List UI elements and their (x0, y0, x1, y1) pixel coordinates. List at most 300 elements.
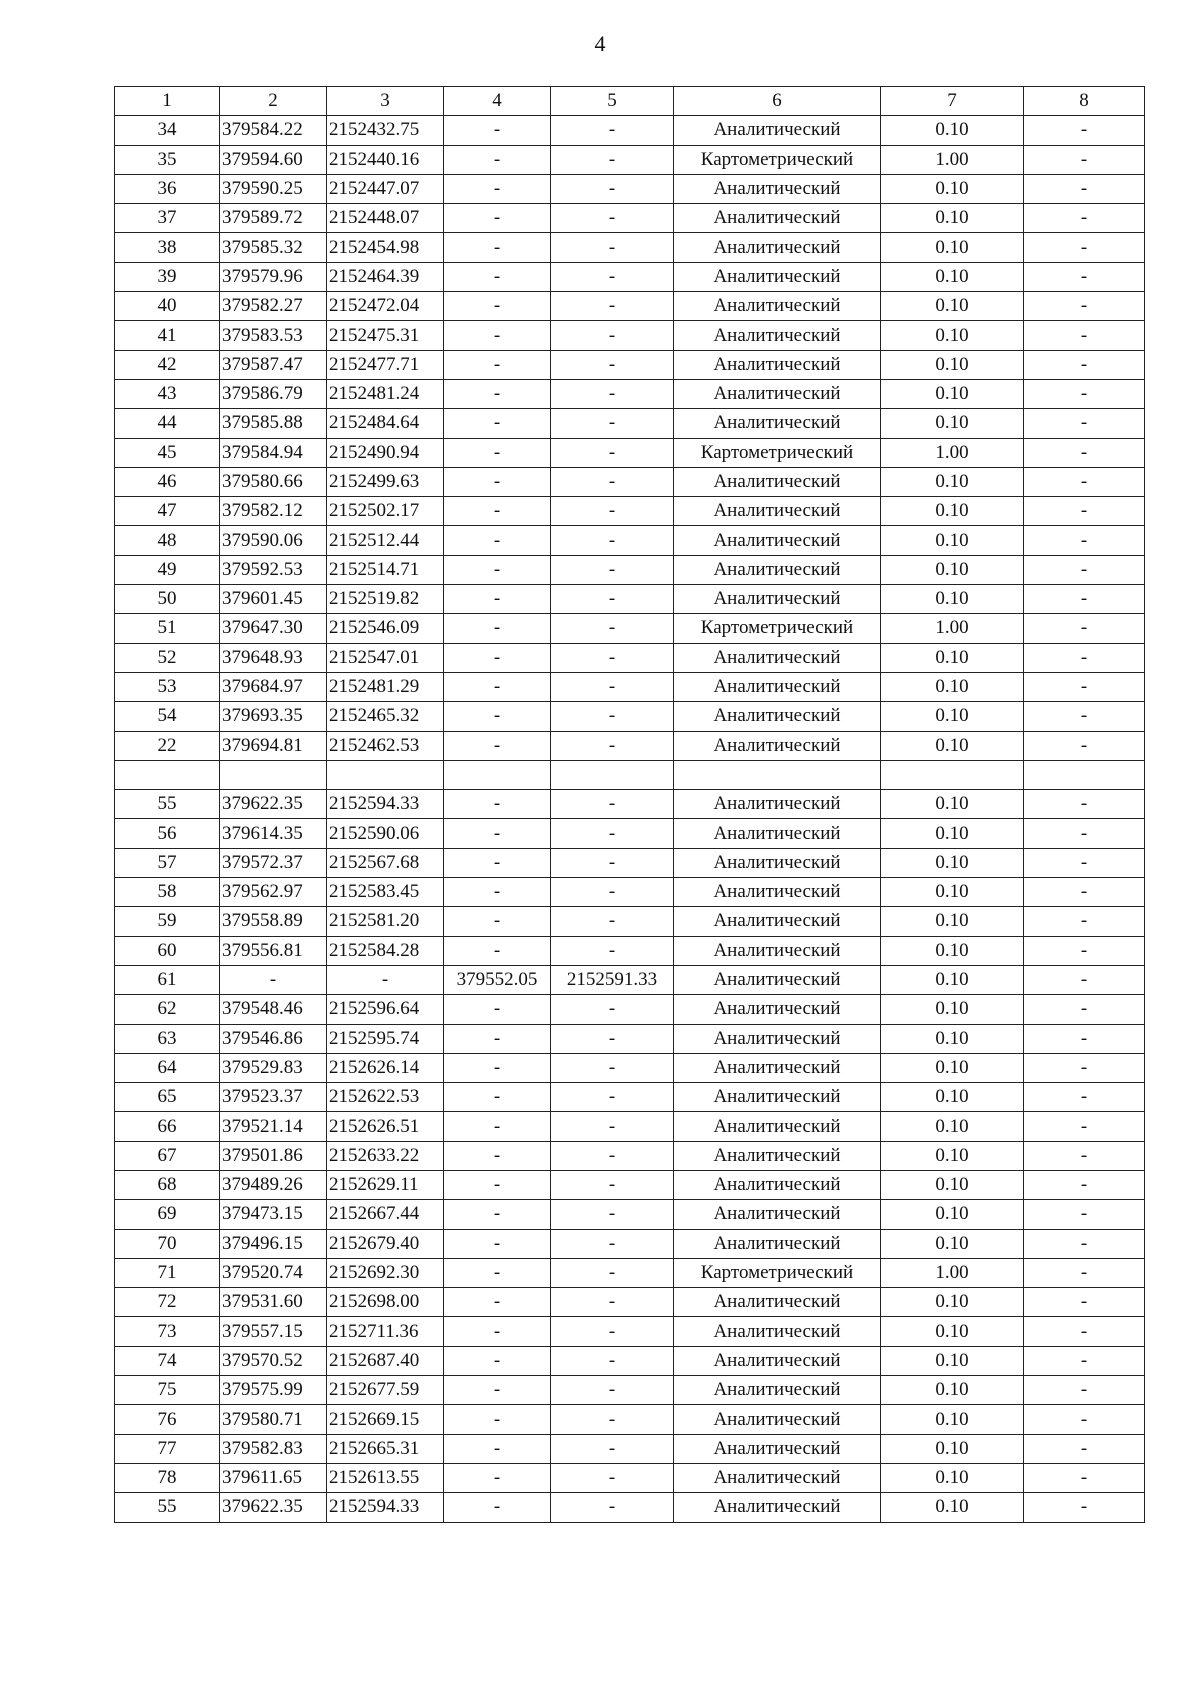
cell-y-coordinate: 2152547.01 (327, 643, 444, 672)
cell-y-coordinate: 2152484.64 (327, 409, 444, 438)
cell-x-old: - (444, 731, 551, 760)
cell-method: Аналитический (674, 1317, 881, 1346)
table-row (115, 878, 1145, 907)
cell-method: Аналитический (674, 672, 881, 701)
cell-y-coordinate: 2152477.71 (327, 350, 444, 379)
cell-x-coordinate: 379575.99 (220, 1376, 327, 1405)
cell-method (674, 760, 881, 789)
table-row (115, 555, 1145, 584)
cell-y-old: - (551, 350, 674, 379)
cell-x-coordinate: 379496.15 (220, 1229, 327, 1258)
cell-y-coordinate: 2152711.36 (327, 1317, 444, 1346)
cell-y-old: - (551, 819, 674, 848)
cell-x-old: - (444, 1463, 551, 1492)
cell-accuracy: 0.10 (881, 1493, 1024, 1522)
cell-x-old: - (444, 907, 551, 936)
cell-y-old: - (551, 1493, 674, 1522)
cell-accuracy: 1.00 (881, 438, 1024, 467)
cell-point-number: 50 (115, 585, 220, 614)
cell-y-old: 2152591.33 (551, 965, 674, 994)
cell-x-coordinate: 379548.46 (220, 995, 327, 1024)
cell-point-number: 64 (115, 1053, 220, 1082)
cell-description: - (1024, 526, 1145, 555)
cell-description: - (1024, 1200, 1145, 1229)
cell-method: Аналитический (674, 467, 881, 496)
cell-description: - (1024, 819, 1145, 848)
cell-y-old: - (551, 145, 674, 174)
cell-point-number: 65 (115, 1083, 220, 1112)
cell-y-coordinate: 2152546.09 (327, 614, 444, 643)
table-row (115, 145, 1145, 174)
cell-x-coordinate: 379622.35 (220, 790, 327, 819)
cell-accuracy: 0.10 (881, 1463, 1024, 1492)
table-row (115, 907, 1145, 936)
cell-y-old: - (551, 878, 674, 907)
cell-y-coordinate: 2152590.06 (327, 819, 444, 848)
cell-method: Аналитический (674, 1434, 881, 1463)
cell-method: Аналитический (674, 409, 881, 438)
cell-x-coordinate: 379584.22 (220, 116, 327, 145)
cell-y-old: - (551, 936, 674, 965)
cell-x-coordinate: 379693.35 (220, 702, 327, 731)
cell-y-old: - (551, 233, 674, 262)
cell-y-old: - (551, 731, 674, 760)
cell-x-old: - (444, 555, 551, 584)
cell-x-old: - (444, 1200, 551, 1229)
cell-y-coordinate: 2152622.53 (327, 1083, 444, 1112)
cell-method: Аналитический (674, 907, 881, 936)
cell-description: - (1024, 1053, 1145, 1082)
cell-y-old: - (551, 1317, 674, 1346)
cell-method: Аналитический (674, 790, 881, 819)
cell-method: Аналитический (674, 1170, 881, 1199)
cell-x-coordinate: 379558.89 (220, 907, 327, 936)
cell-point-number: 69 (115, 1200, 220, 1229)
cell-x-old: - (444, 204, 551, 233)
cell-x-old: - (444, 145, 551, 174)
table-row (115, 321, 1145, 350)
cell-point-number: 47 (115, 497, 220, 526)
column-header-2: 2 (220, 87, 327, 116)
cell-point-number: 52 (115, 643, 220, 672)
cell-x-old: - (444, 848, 551, 877)
cell-accuracy: 0.10 (881, 1434, 1024, 1463)
cell-x-coordinate: 379579.96 (220, 262, 327, 291)
cell-description: - (1024, 555, 1145, 584)
cell-y-coordinate: 2152481.24 (327, 379, 444, 408)
table-row (115, 614, 1145, 643)
cell-point-number: 63 (115, 1024, 220, 1053)
cell-method: Аналитический (674, 702, 881, 731)
table-row (115, 497, 1145, 526)
cell-x-coordinate: 379580.66 (220, 467, 327, 496)
cell-point-number: 76 (115, 1405, 220, 1434)
cell-method: Аналитический (674, 526, 881, 555)
cell-x-old: - (444, 614, 551, 643)
cell-method: Аналитический (674, 1288, 881, 1317)
cell-y-old: - (551, 1229, 674, 1258)
cell-description: - (1024, 1346, 1145, 1375)
cell-y-coordinate: 2152692.30 (327, 1258, 444, 1287)
cell-point-number: 70 (115, 1229, 220, 1258)
cell-accuracy: 0.10 (881, 1083, 1024, 1112)
cell-description: - (1024, 321, 1145, 350)
cell-point-number: 66 (115, 1112, 220, 1141)
cell-y-coordinate: 2152448.07 (327, 204, 444, 233)
cell-method: Аналитический (674, 1229, 881, 1258)
cell-x-coordinate: 379611.65 (220, 1463, 327, 1492)
cell-x-coordinate: 379594.60 (220, 145, 327, 174)
cell-accuracy: 0.10 (881, 965, 1024, 994)
cell-x-coordinate: 379489.26 (220, 1170, 327, 1199)
cell-x-old: - (444, 262, 551, 291)
cell-x-coordinate: 379557.15 (220, 1317, 327, 1346)
table-row (115, 1229, 1145, 1258)
cell-y-old: - (551, 1053, 674, 1082)
cell-y-coordinate: 2152626.51 (327, 1112, 444, 1141)
cell-y-coordinate: 2152464.39 (327, 262, 444, 291)
cell-x-coordinate: 379622.35 (220, 1493, 327, 1522)
cell-description: - (1024, 409, 1145, 438)
cell-y-coordinate: 2152594.33 (327, 790, 444, 819)
cell-y-coordinate: 2152465.32 (327, 702, 444, 731)
cell-accuracy: 0.10 (881, 1141, 1024, 1170)
cell-x-coordinate: 379647.30 (220, 614, 327, 643)
cell-x-old: - (444, 174, 551, 203)
column-header-5: 5 (551, 87, 674, 116)
cell-accuracy: 0.10 (881, 1024, 1024, 1053)
cell-point-number: 43 (115, 379, 220, 408)
cell-x-coordinate: 379589.72 (220, 204, 327, 233)
cell-description: - (1024, 1258, 1145, 1287)
cell-accuracy: 0.10 (881, 204, 1024, 233)
cell-point-number: 44 (115, 409, 220, 438)
cell-y-coordinate: 2152687.40 (327, 1346, 444, 1375)
cell-x-coordinate: 379473.15 (220, 1200, 327, 1229)
cell-x-coordinate: 379572.37 (220, 848, 327, 877)
cell-point-number: 51 (115, 614, 220, 643)
table-row (115, 409, 1145, 438)
cell-point-number (115, 760, 220, 789)
cell-x-old: - (444, 1083, 551, 1112)
cell-y-old: - (551, 1112, 674, 1141)
cell-point-number: 78 (115, 1463, 220, 1492)
column-header-3: 3 (327, 87, 444, 116)
cell-description: - (1024, 585, 1145, 614)
cell-accuracy: 0.10 (881, 819, 1024, 848)
cell-accuracy: 0.10 (881, 995, 1024, 1024)
cell-accuracy: 1.00 (881, 1258, 1024, 1287)
cell-description: - (1024, 350, 1145, 379)
cell-method: Картометрический (674, 438, 881, 467)
cell-y-old: - (551, 555, 674, 584)
cell-y-old: - (551, 1463, 674, 1492)
cell-point-number: 36 (115, 174, 220, 203)
cell-description: - (1024, 1229, 1145, 1258)
cell-accuracy: 0.10 (881, 1317, 1024, 1346)
cell-x-old: - (444, 467, 551, 496)
cell-point-number: 56 (115, 819, 220, 848)
table-row (115, 1288, 1145, 1317)
cell-description: - (1024, 1024, 1145, 1053)
cell-method: Аналитический (674, 116, 881, 145)
cell-x-coordinate: 379523.37 (220, 1083, 327, 1112)
cell-accuracy (881, 760, 1024, 789)
cell-accuracy: 0.10 (881, 790, 1024, 819)
cell-y-old: - (551, 292, 674, 321)
cell-description: - (1024, 497, 1145, 526)
cell-method: Аналитический (674, 1346, 881, 1375)
cell-method: Аналитический (674, 1200, 881, 1229)
cell-x-old: - (444, 497, 551, 526)
cell-y-coordinate (327, 760, 444, 789)
cell-accuracy: 1.00 (881, 614, 1024, 643)
cell-x-old: - (444, 936, 551, 965)
cell-y-coordinate: 2152567.68 (327, 848, 444, 877)
cell-accuracy: 0.10 (881, 848, 1024, 877)
cell-y-coordinate: 2152669.15 (327, 1405, 444, 1434)
cell-x-coordinate: 379614.35 (220, 819, 327, 848)
table-row (115, 1053, 1145, 1082)
cell-description: - (1024, 292, 1145, 321)
cell-point-number: 71 (115, 1258, 220, 1287)
cell-accuracy: 1.00 (881, 145, 1024, 174)
cell-accuracy: 0.10 (881, 379, 1024, 408)
cell-y-old: - (551, 438, 674, 467)
cell-point-number: 60 (115, 936, 220, 965)
table-row (115, 438, 1145, 467)
cell-description: - (1024, 1493, 1145, 1522)
table-row (115, 204, 1145, 233)
cell-point-number: 49 (115, 555, 220, 584)
cell-x-old: - (444, 116, 551, 145)
cell-x-old: - (444, 379, 551, 408)
cell-description: - (1024, 233, 1145, 262)
table-row (115, 467, 1145, 496)
cell-point-number: 55 (115, 1493, 220, 1522)
cell-x-old: - (444, 585, 551, 614)
cell-x-old: - (444, 350, 551, 379)
cell-point-number: 42 (115, 350, 220, 379)
cell-method: Картометрический (674, 145, 881, 174)
cell-y-old: - (551, 409, 674, 438)
cell-x-coordinate: 379570.52 (220, 1346, 327, 1375)
cell-method: Аналитический (674, 1493, 881, 1522)
cell-y-old: - (551, 379, 674, 408)
cell-method: Аналитический (674, 497, 881, 526)
cell-description: - (1024, 965, 1145, 994)
cell-accuracy: 0.10 (881, 1288, 1024, 1317)
cell-x-old: - (444, 1434, 551, 1463)
cell-description: - (1024, 1376, 1145, 1405)
cell-y-coordinate: 2152594.33 (327, 1493, 444, 1522)
cell-description: - (1024, 614, 1145, 643)
table-row (115, 1200, 1145, 1229)
cell-description: - (1024, 1463, 1145, 1492)
cell-y-old: - (551, 585, 674, 614)
cell-method: Аналитический (674, 731, 881, 760)
cell-method: Аналитический (674, 350, 881, 379)
table-row (115, 526, 1145, 555)
table-row (115, 292, 1145, 321)
cell-y-coordinate: 2152613.55 (327, 1463, 444, 1492)
cell-method: Аналитический (674, 878, 881, 907)
cell-point-number: 77 (115, 1434, 220, 1463)
cell-point-number: 67 (115, 1141, 220, 1170)
cell-method: Аналитический (674, 1024, 881, 1053)
cell-x-coordinate: 379585.88 (220, 409, 327, 438)
cell-description: - (1024, 1288, 1145, 1317)
cell-x-old: - (444, 438, 551, 467)
table-row (115, 643, 1145, 672)
table-row (115, 379, 1145, 408)
cell-x-old: - (444, 1405, 551, 1434)
cell-x-coordinate: 379590.25 (220, 174, 327, 203)
cell-point-number: 57 (115, 848, 220, 877)
cell-method: Аналитический (674, 204, 881, 233)
cell-method: Аналитический (674, 292, 881, 321)
cell-y-coordinate: 2152481.29 (327, 672, 444, 701)
cell-x-coordinate: 379587.47 (220, 350, 327, 379)
cell-x-coordinate: 379586.79 (220, 379, 327, 408)
cell-method: Аналитический (674, 174, 881, 203)
column-header-4: 4 (444, 87, 551, 116)
cell-point-number: 61 (115, 965, 220, 994)
cell-point-number: 55 (115, 790, 220, 819)
cell-method: Аналитический (674, 1141, 881, 1170)
cell-method: Аналитический (674, 262, 881, 291)
cell-accuracy: 0.10 (881, 643, 1024, 672)
cell-x-old: - (444, 1170, 551, 1199)
cell-x-coordinate: 379556.81 (220, 936, 327, 965)
cell-accuracy: 0.10 (881, 731, 1024, 760)
cell-x-old: - (444, 819, 551, 848)
header-row (115, 87, 1145, 116)
cell-y-old: - (551, 204, 674, 233)
cell-method: Картометрический (674, 1258, 881, 1287)
cell-point-number: 74 (115, 1346, 220, 1375)
cell-x-old: - (444, 1053, 551, 1082)
table-row (115, 936, 1145, 965)
cell-x-coordinate: 379584.94 (220, 438, 327, 467)
cell-method: Аналитический (674, 965, 881, 994)
cell-x-old: - (444, 1288, 551, 1317)
cell-x-coordinate (220, 760, 327, 789)
cell-x-old: - (444, 1024, 551, 1053)
cell-x-coordinate: 379585.32 (220, 233, 327, 262)
cell-y-coordinate: 2152581.20 (327, 907, 444, 936)
cell-description: - (1024, 1083, 1145, 1112)
cell-method: Аналитический (674, 1112, 881, 1141)
table-row (115, 1083, 1145, 1112)
table-row (115, 1493, 1145, 1522)
cell-accuracy: 0.10 (881, 1170, 1024, 1199)
cell-y-old: - (551, 1083, 674, 1112)
cell-y-coordinate: 2152698.00 (327, 1288, 444, 1317)
cell-x-coordinate: 379580.71 (220, 1405, 327, 1434)
table-row (115, 1434, 1145, 1463)
cell-x-old (444, 760, 551, 789)
cell-point-number: 45 (115, 438, 220, 467)
cell-y-coordinate: 2152462.53 (327, 731, 444, 760)
cell-description: - (1024, 878, 1145, 907)
table-header (115, 87, 1145, 116)
cell-accuracy: 0.10 (881, 116, 1024, 145)
cell-y-coordinate: 2152629.11 (327, 1170, 444, 1199)
table-row (115, 1463, 1145, 1492)
cell-description: - (1024, 379, 1145, 408)
cell-accuracy: 0.10 (881, 292, 1024, 321)
table-row (115, 995, 1145, 1024)
cell-point-number: 72 (115, 1288, 220, 1317)
cell-point-number: 35 (115, 145, 220, 174)
column-header-6: 6 (674, 87, 881, 116)
cell-y-coordinate: 2152440.16 (327, 145, 444, 174)
coordinates-table (114, 86, 1145, 1523)
column-header-8: 8 (1024, 87, 1145, 116)
cell-x-old: - (444, 643, 551, 672)
cell-point-number: 62 (115, 995, 220, 1024)
cell-point-number: 73 (115, 1317, 220, 1346)
table-row (115, 1170, 1145, 1199)
cell-y-coordinate: 2152514.71 (327, 555, 444, 584)
cell-y-coordinate: 2152499.63 (327, 467, 444, 496)
cell-description: - (1024, 145, 1145, 174)
cell-method: Аналитический (674, 1083, 881, 1112)
cell-accuracy: 0.10 (881, 1405, 1024, 1434)
cell-y-old: - (551, 1200, 674, 1229)
cell-description: - (1024, 204, 1145, 233)
cell-x-coordinate: 379648.93 (220, 643, 327, 672)
cell-accuracy: 0.10 (881, 409, 1024, 438)
cell-accuracy: 0.10 (881, 936, 1024, 965)
cell-y-old: - (551, 174, 674, 203)
cell-y-old: - (551, 1405, 674, 1434)
cell-description: - (1024, 672, 1145, 701)
cell-x-coordinate: 379684.97 (220, 672, 327, 701)
cell-x-old: - (444, 409, 551, 438)
table-row (115, 1258, 1145, 1287)
cell-description: - (1024, 1170, 1145, 1199)
cell-method: Аналитический (674, 585, 881, 614)
cell-description: - (1024, 907, 1145, 936)
cell-method: Аналитический (674, 321, 881, 350)
cell-y-old: - (551, 1376, 674, 1405)
cell-accuracy: 0.10 (881, 907, 1024, 936)
cell-x-coordinate: 379546.86 (220, 1024, 327, 1053)
cell-y-coordinate: 2152626.14 (327, 1053, 444, 1082)
cell-method: Аналитический (674, 379, 881, 408)
cell-point-number: 75 (115, 1376, 220, 1405)
cell-y-old: - (551, 907, 674, 936)
cell-y-old: - (551, 1258, 674, 1287)
cell-accuracy: 0.10 (881, 526, 1024, 555)
cell-point-number: 34 (115, 116, 220, 145)
cell-method: Аналитический (674, 936, 881, 965)
cell-y-coordinate: 2152677.59 (327, 1376, 444, 1405)
cell-y-coordinate: 2152519.82 (327, 585, 444, 614)
cell-y-old: - (551, 643, 674, 672)
table-row (115, 819, 1145, 848)
cell-y-coordinate: 2152502.17 (327, 497, 444, 526)
cell-x-coordinate: 379590.06 (220, 526, 327, 555)
cell-point-number: 40 (115, 292, 220, 321)
cell-y-old: - (551, 848, 674, 877)
cell-y-old: - (551, 702, 674, 731)
cell-x-coordinate: - (220, 965, 327, 994)
cell-x-old: - (444, 526, 551, 555)
cell-x-coordinate: 379582.83 (220, 1434, 327, 1463)
